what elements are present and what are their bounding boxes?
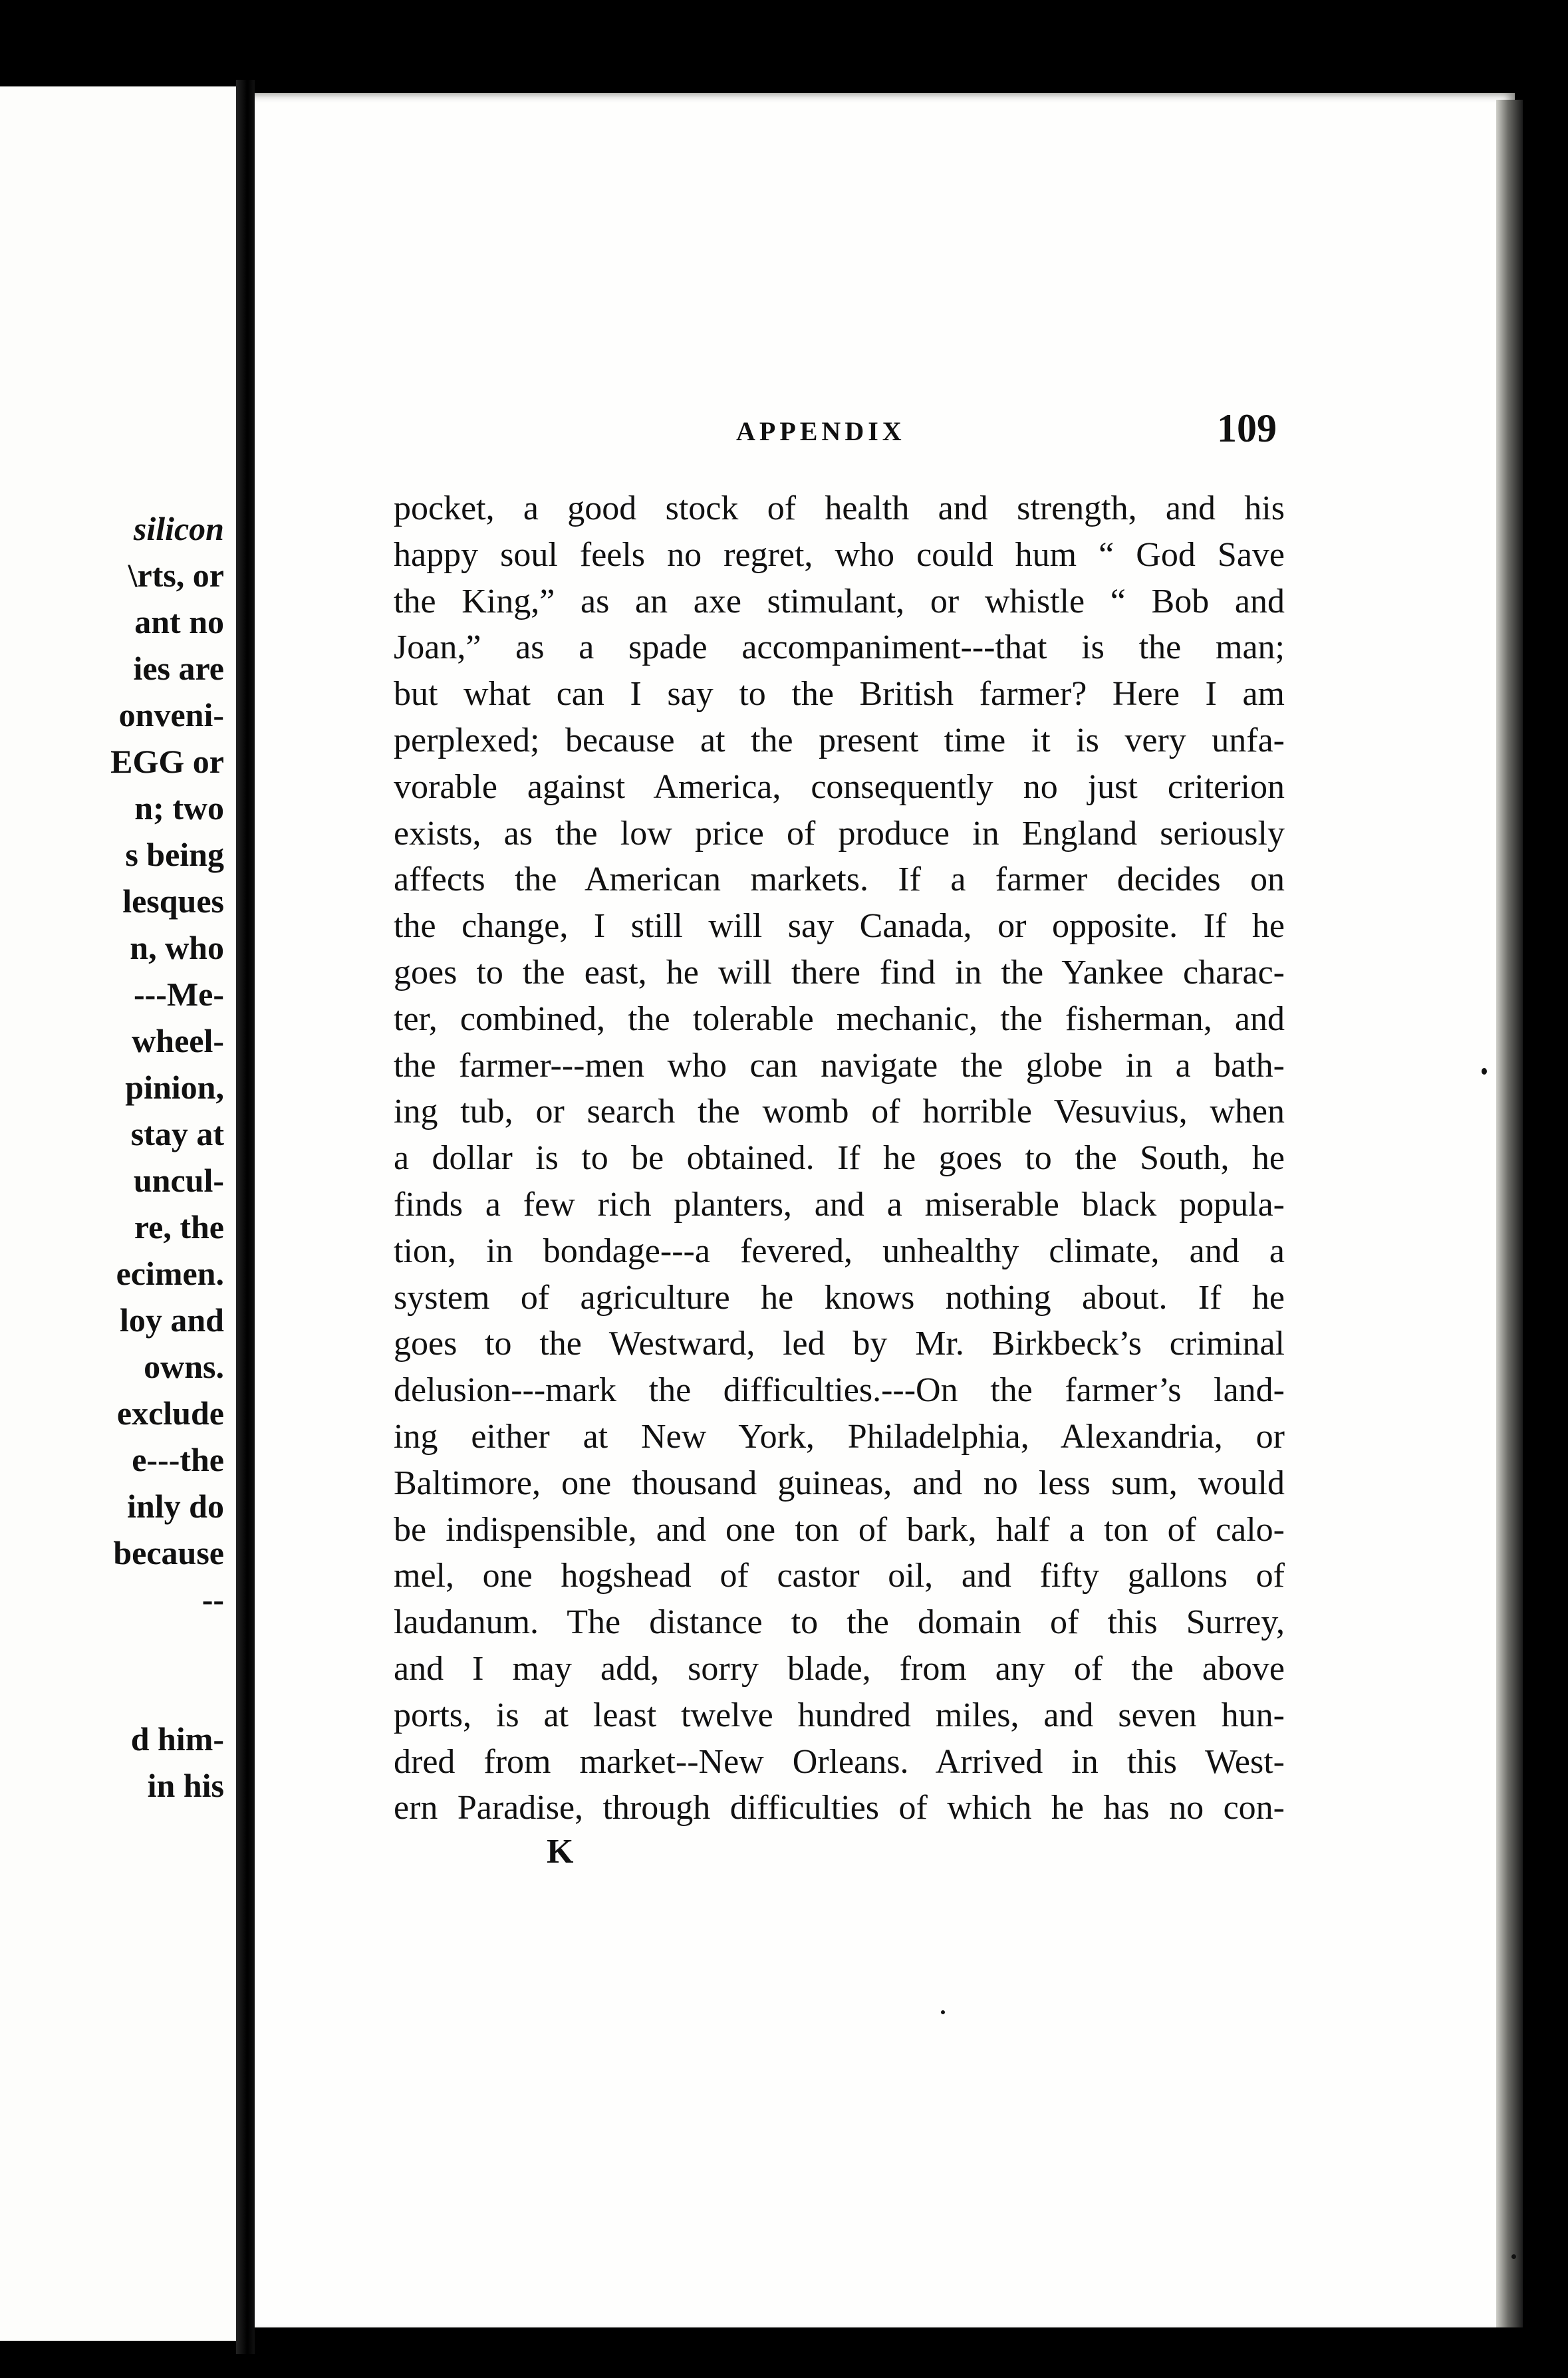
ink-speck (1511, 2254, 1516, 2259)
left-page-line: exclude (116, 1394, 224, 1432)
left-page-line: uncul- (133, 1162, 224, 1199)
left-page-line: -- (201, 1581, 224, 1618)
running-head: APPENDIX (736, 416, 906, 446)
body-line: be indispensible, and one ton of bark, half a ton of calo- (394, 1510, 1285, 1549)
left-page-line: onveni- (118, 696, 224, 733)
body-line: system of agriculture he knows nothing about. If he (394, 1278, 1285, 1317)
left-page-line (110, 1669, 224, 1716)
left-page-line: n, who (130, 929, 224, 966)
left-page-line: ant no (134, 603, 224, 640)
body-line: and I may add, sorry blade, from any of the above (394, 1649, 1285, 1688)
ink-speck (1482, 1068, 1487, 1075)
left-facing-page (0, 86, 236, 2341)
left-page-line: because (113, 1534, 224, 1571)
left-page-line (110, 1623, 224, 1669)
left-page-line: s being (125, 836, 224, 873)
body-line: ing tub, or search the womb of horrible Vesuvius, when (394, 1093, 1285, 1131)
left-page-line: n; two (134, 789, 224, 827)
body-line: goes to the Westward, led by Mr. Birkbeck’s criminal (394, 1325, 1285, 1363)
body-line: tion, in bondage---a fevered, unhealthy climate, and a (394, 1232, 1285, 1270)
body-line: dred from market--New Orleans. Arrived in this West- (394, 1742, 1285, 1781)
left-page-text-fragments (110, 505, 224, 1809)
body-line: affects the American markets. If a farmer decides on (394, 860, 1285, 899)
body-text (394, 485, 1285, 1831)
body-line: but what can I say to the British farmer? Here I am (394, 675, 1285, 714)
body-line: the King,” as an axe stimulant, or whistle “ Bob and (394, 582, 1285, 620)
body-line: perplexed; because at the present time it is very unfa- (394, 721, 1285, 759)
left-page-line: loy and (119, 1301, 224, 1339)
ink-speck (941, 2010, 945, 2014)
signature-mark: K (547, 1833, 574, 1871)
page-number: 109 (1217, 406, 1277, 450)
body-line: mel, one hogshead of castor oil, and fifty gallons of (394, 1557, 1285, 1595)
body-line: laudanum. The distance to the domain of this Surrey, (394, 1603, 1285, 1642)
page-gutter (236, 80, 255, 2354)
left-page-line: e---the (132, 1441, 224, 1478)
body-line: vorable against America, consequently no just criterion (394, 767, 1285, 806)
left-page-line: EGG or (110, 743, 224, 780)
left-page-line: stay at (130, 1115, 224, 1152)
body-line: exists, as the low price of produce in England seriously (394, 814, 1285, 853)
left-page-line: owns. (144, 1348, 224, 1385)
left-page-line: d him- (130, 1720, 224, 1758)
left-page-line: pinion, (125, 1069, 224, 1106)
body-line: happy soul feels no regret, who could hum “ God Save (394, 535, 1285, 574)
right-page-edge (1496, 100, 1523, 2327)
left-page-line: re, the (134, 1208, 224, 1246)
body-line: Joan,” as a spade accompaniment---that is the man; (394, 628, 1285, 667)
left-page-line: ies are (133, 650, 224, 687)
body-line: ports, is at least twelve hundred miles, and seven hun- (394, 1696, 1285, 1734)
body-line: finds a few rich planters, and a miserable black popula- (394, 1185, 1285, 1224)
body-line: ern Paradise, through difficulties of which he has no con- (394, 1789, 1285, 1827)
body-line: a dollar is to be obtained. If he goes to the South, he (394, 1139, 1285, 1178)
left-page-line: inly do (127, 1488, 224, 1525)
body-line: delusion---mark the difficulties.---On the farmer’s land- (394, 1371, 1285, 1410)
body-line: goes to the east, he will there find in the Yankee charac- (394, 953, 1285, 991)
left-page-line: ecimen. (116, 1255, 224, 1292)
body-line: the change, I still will say Canada, or opposite. If he (394, 907, 1285, 946)
body-line: Baltimore, one thousand guineas, and no less sum, would (394, 1464, 1285, 1502)
body-line: the farmer---men who can navigate the globe in a bath- (394, 1046, 1285, 1085)
left-page-line: wheel- (132, 1022, 224, 1059)
body-line: pocket, a good stock of health and strength, and his (394, 489, 1285, 527)
left-page-line: lesques (122, 882, 224, 920)
left-page-line: ---Me- (134, 976, 224, 1013)
body-line: ing either at New York, Philadelphia, Alexandria, or (394, 1417, 1285, 1456)
left-page-line: in his (147, 1767, 224, 1804)
body-line: ter, combined, the tolerable mechanic, the fisherman, and (394, 999, 1285, 1038)
left-page-line: \rts, or (128, 557, 224, 594)
left-page-line: silicon (133, 510, 224, 547)
